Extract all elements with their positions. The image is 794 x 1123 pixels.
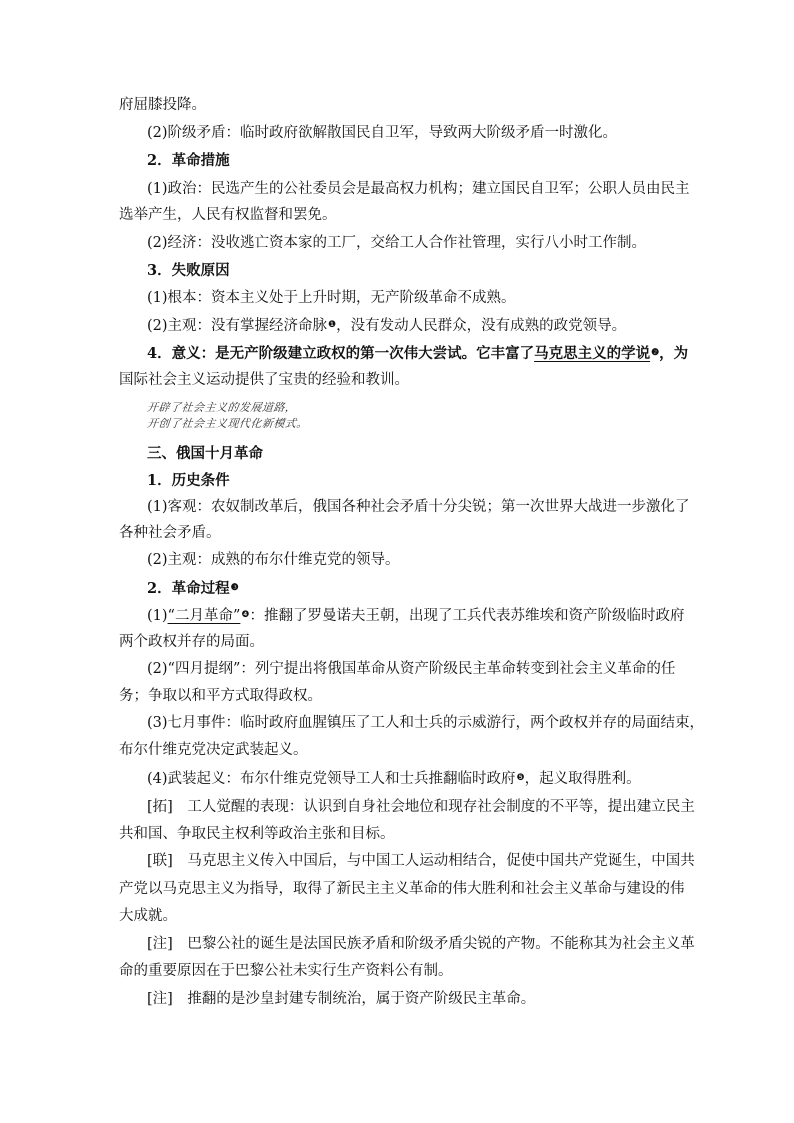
section-heading: 三、俄国十月革命 bbox=[147, 445, 263, 462]
text-line: (2)“四月提纲”：列宁提出将俄国革命从资产阶级民主革命转变到社会主义革命的任 bbox=[147, 661, 676, 677]
text-line bbox=[147, 315, 679, 336]
text-segment: (2)主观：没有掌握经济命脉 bbox=[147, 318, 328, 334]
section-heading: 3．失败原因 bbox=[147, 262, 230, 279]
note-line: [拓] 工人觉醒的表现：认识到自身社会地位和现存社会制度的不平等，提出建立民主 bbox=[147, 799, 695, 815]
text-segment: ，起义取得胜利。 bbox=[524, 771, 641, 787]
note-line: 命的重要原因在于巴黎公社未实行生产资料公有制。 bbox=[119, 963, 453, 979]
underlined-term: 马克思主义的学说 bbox=[534, 345, 651, 362]
handwritten-note: 开创了社会主义现代化新模式。 bbox=[146, 417, 309, 430]
text-line bbox=[147, 768, 679, 789]
note-line: [注] 巴黎公社的诞生是法国民族矛盾和阶级矛盾尖锐的产物。不能称其为社会主义革 bbox=[147, 936, 695, 952]
text-line: 各种社会矛盾。 bbox=[119, 525, 221, 541]
annotation-marker: ❸ bbox=[230, 583, 239, 593]
note-line: 产党以马克思主义为指导，取得了新民主主义革命的伟大胜利和社会主义革命与建设的伟 bbox=[119, 881, 685, 897]
section-heading: 2．革命措施 bbox=[147, 152, 230, 169]
text-line: 府屈膝投降。 bbox=[119, 97, 206, 113]
text-segment: 2．革命过程 bbox=[147, 580, 230, 597]
note-line: [注] 推翻的是沙皇封建专制统治，属于资产阶级民主革命。 bbox=[147, 991, 536, 1007]
annotation-marker: ❶ bbox=[328, 320, 337, 330]
text-line: (1)客观：农奴制改革后，俄国各种社会矛盾十分尖锐；第一次世界大战进一步激化了 bbox=[147, 499, 690, 515]
text-segment: (4)武装起义：布尔什维克党领导工人和士兵推翻临时政府 bbox=[147, 771, 516, 787]
text-line: 布尔什维克党决定武装起义。 bbox=[119, 742, 308, 758]
text-segment: 4．意义：是无产阶级建立政权的第一次伟大尝试。它丰富了 bbox=[147, 345, 535, 362]
annotation-marker: ❺ bbox=[516, 773, 525, 783]
note-line: [联] 马克思主义传入中国后，与中国工人运动相结合，促使中国共产党诞生，中国共 bbox=[147, 853, 695, 869]
text-line bbox=[147, 605, 685, 626]
text-line: (2)阶级矛盾：临时政府欲解散国民自卫军，导致两大阶级矛盾一时激化。 bbox=[147, 125, 618, 141]
text-segment: (1) bbox=[147, 608, 168, 624]
note-line: 大成就。 bbox=[119, 908, 177, 924]
text-segment: ，为 bbox=[659, 345, 689, 362]
text-line: 国际社会主义运动提供了宝贵的经验和教训。 bbox=[119, 372, 409, 388]
text-line: (1)政治：民选产生的公社委员会是最高权力机构；建立国民自卫军；公职人员由民主 bbox=[147, 181, 690, 197]
note-line: 共和国、争取民主权利等政治主张和目标。 bbox=[119, 826, 395, 842]
text-line: (3)七月事件：临时政府血腥镇压了工人和士兵的示威游行，两个政权并存的局面结束， bbox=[147, 715, 705, 731]
text-segment: ：推翻了罗曼诺夫王朝，出现了工兵代表苏维埃和资产阶级临时政府 bbox=[249, 608, 685, 624]
text-line: 务；争取以和平方式取得政权。 bbox=[119, 688, 322, 704]
section-heading bbox=[147, 578, 679, 599]
section-heading: 1．历史条件 bbox=[147, 472, 230, 489]
annotation-marker: ❹ bbox=[241, 610, 250, 620]
annotation-marker: ❷ bbox=[651, 348, 660, 358]
text-line bbox=[147, 343, 689, 364]
text-line: (2)主观：成熟的布尔什维克党的领导。 bbox=[147, 552, 400, 568]
text-line: (1)根本：资本主义处于上升时期，无产阶级革命不成熟。 bbox=[147, 290, 516, 306]
underlined-term: “二月革命” bbox=[167, 608, 241, 624]
text-segment: ，没有发动人民群众，没有成熟的政党领导。 bbox=[336, 318, 627, 334]
text-line: (2)经济：没收逃亡资本家的工厂，交给工人合作社管理，实行八小时工作制。 bbox=[147, 235, 647, 251]
text-line: 选举产生，人民有权监督和罢免。 bbox=[119, 207, 337, 223]
text-line: 两个政权并存的局面。 bbox=[119, 634, 264, 650]
handwritten-note: 开辟了社会主义的发展道路， bbox=[146, 401, 298, 414]
